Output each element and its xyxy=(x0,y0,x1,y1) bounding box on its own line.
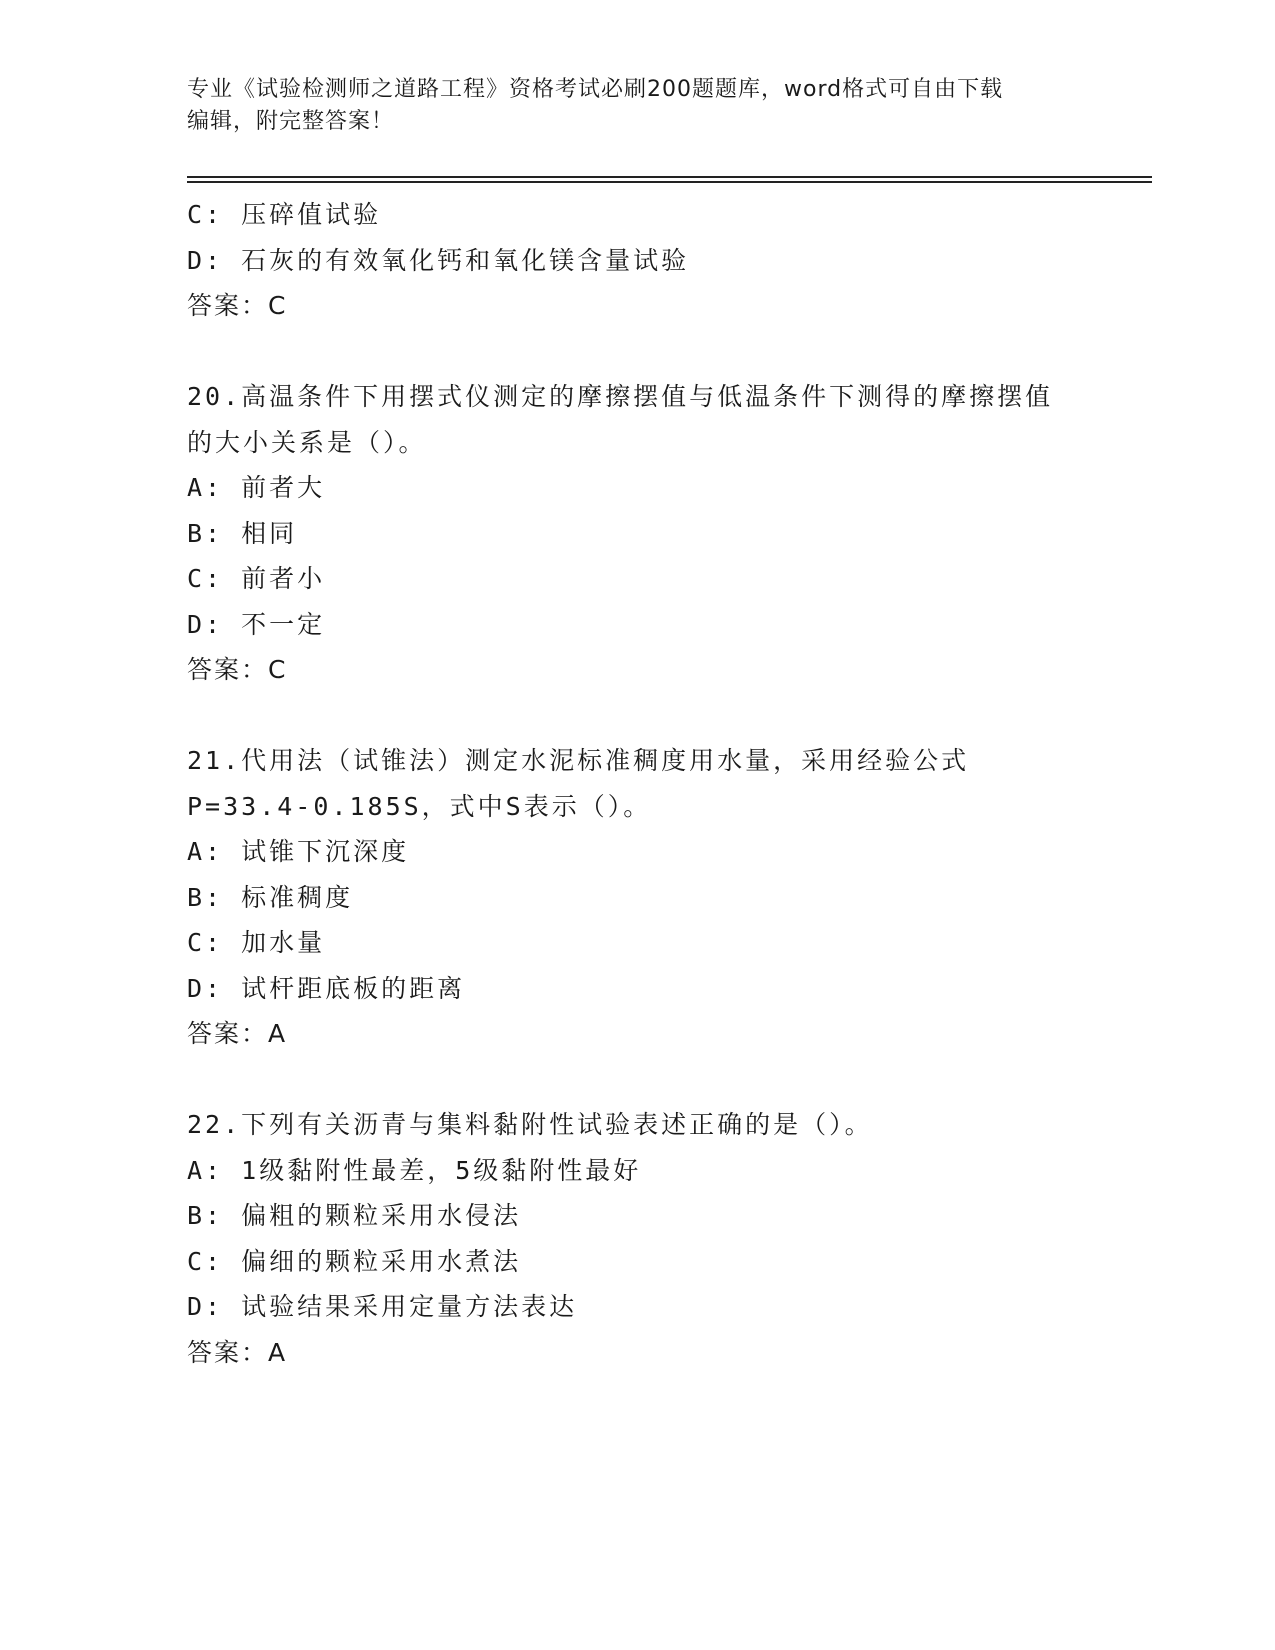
header-divider-top xyxy=(187,176,1152,178)
question-stem: 21.代用法（试锥法）测定水泥标准稠度用水量，采用经验公式 xyxy=(187,746,970,775)
question-stem-continued: P=33.4-0.185S，式中S表示（）。 xyxy=(187,791,652,821)
question-stem: 22.下列有关沥青与集料黏附性试验表述正确的是（）。 xyxy=(187,1110,873,1139)
answer-line: 答案：C xyxy=(187,291,288,320)
spacer xyxy=(187,1057,1152,1103)
option-b: B: 偏粗的颗粒采用水侵法 xyxy=(187,1201,522,1230)
question-list xyxy=(187,192,1152,1375)
answer-line: 答案：C xyxy=(187,655,288,684)
option-a: A: 1级黏附性最差，5级黏附性最好 xyxy=(187,1155,642,1185)
spacer xyxy=(187,329,1152,375)
header-line-1: 专业《试验检测师之道路工程》资格考试必刷200题题库，word格式可自由下载 xyxy=(187,77,1004,102)
option-d: D: 不一定 xyxy=(187,609,326,639)
option-a: A: 试锥下沉深度 xyxy=(187,837,410,866)
option-d: D: 试杆距底板的距离 xyxy=(187,973,466,1003)
question-stem-continued: 的大小关系是（）。 xyxy=(187,427,427,457)
header-line-2: 编辑，附完整答案！ xyxy=(187,109,395,134)
answer-line: 答案：A xyxy=(187,1337,288,1367)
question-stem: 20.高温条件下用摆式仪测定的摩擦摆值与低温条件下测得的摩擦摆值 xyxy=(187,382,1054,411)
option-a: A: 前者大 xyxy=(187,473,326,502)
header-divider-bottom xyxy=(187,181,1152,183)
option-c: C: 加水量 xyxy=(187,928,326,957)
option-b: B: 相同 xyxy=(187,518,298,548)
question-block-19 xyxy=(187,192,1152,329)
question-block-22 xyxy=(187,1102,1152,1375)
spacer xyxy=(187,693,1152,739)
option-d: D: 试验结果采用定量方法表达 xyxy=(187,1292,578,1321)
option-c: C: 前者小 xyxy=(187,564,326,593)
answer-line: 答案：A xyxy=(187,1019,288,1048)
option-c: C: 压碎值试验 xyxy=(187,200,382,229)
document-header xyxy=(187,74,1087,138)
option-d: D: 石灰的有效氧化钙和氧化镁含量试验 xyxy=(187,245,690,275)
question-block-20 xyxy=(187,374,1152,693)
question-block-21 xyxy=(187,738,1152,1057)
option-b: B: 标准稠度 xyxy=(187,882,354,912)
option-c: C: 偏细的颗粒采用水煮法 xyxy=(187,1246,522,1276)
